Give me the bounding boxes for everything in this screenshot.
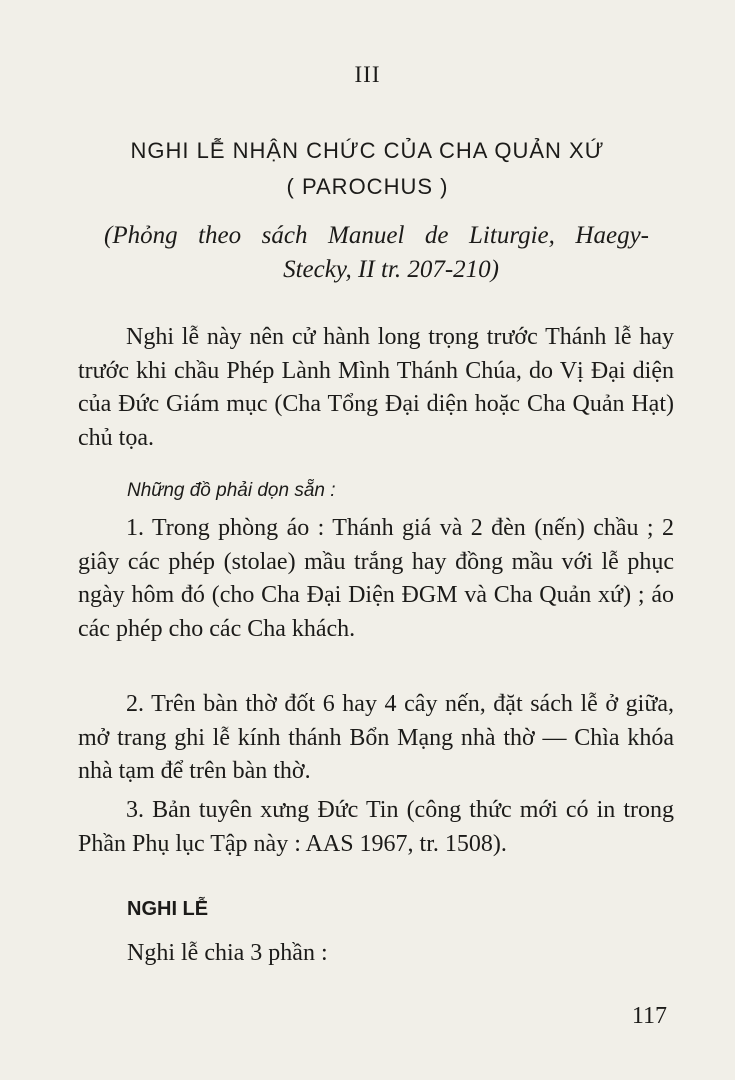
preparation-item-1: 1. Trong phòng áo : Thánh giá và 2 đèn (nến) chầu ; 2 giây các phép (stolae) mầu trắng hay đồng mầu với lễ phục ngày hôm đó (cho Cha Đại Diện ĐGM và Cha Quản xứ) ; áo các phép cho các Cha khách. — [78, 515, 674, 642]
chapter-number: III — [354, 62, 381, 87]
preparation-item-3: 3. Bản tuyên xưng Đức Tin (công thức mới có in trong Phần Phụ lục Tập này : AAS 1967, tr. 1508). — [78, 797, 674, 857]
preparations-heading: Những đồ phải dọn sẵn : — [127, 480, 336, 501]
page-number: 117 — [631, 1003, 667, 1029]
intro-paragraph: Nghi lễ này nên cử hành long trọng trước Thánh lễ hay trước khi chầu Phép Lành Mình Thánh Chúa, do Vị Đại diện của Đức Giám mục (Cha Tổng Đại diện hoặc Cha Quản Hạt) chủ tọa. — [78, 324, 674, 451]
section-intro: Nghi lễ chia 3 phần : — [127, 940, 328, 966]
source-note-line2: Stecky, II tr. 207-210) — [283, 256, 499, 283]
chapter-title: NGHI LỄ NHẬN CHỨC CỦA CHA QUẢN XỨ — [130, 138, 605, 163]
preparation-item-2: 2. Trên bàn thờ đốt 6 hay 4 cây nến, đặt sách lễ ở giữa, mở trang ghi lễ kính thánh Bổn Mạng nhà thờ — Chìa khóa nhà tạm để trên bàn thờ. — [78, 691, 674, 784]
source-note-line1: (Phỏng theo sách Manuel de Liturgie, Haegy- — [104, 222, 649, 249]
chapter-subtitle: ( PAROCHUS ) — [286, 174, 449, 199]
section-title: NGHI LỄ — [127, 898, 209, 920]
